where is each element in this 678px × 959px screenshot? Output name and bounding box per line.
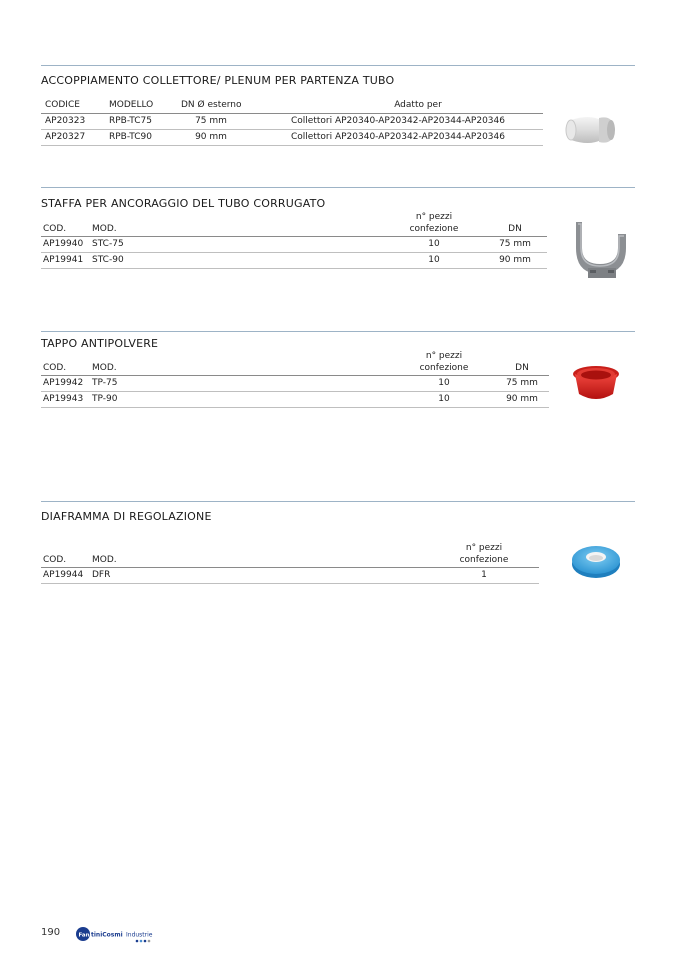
row-divider [41, 407, 549, 408]
column-header: n° pezzi [425, 351, 463, 361]
product-table [41, 350, 549, 410]
dust-cap-icon [570, 360, 622, 406]
model-cell: DFR [92, 570, 111, 580]
page-number: 190 [41, 927, 61, 938]
column-header: DN Ø esterno [181, 100, 242, 110]
section-title: ACCOPPIAMENTO COLLETTORE/ PLENUM PER PARTENZA TUBO [41, 74, 395, 87]
model-cell: STC-90 [92, 255, 124, 265]
row-divider [41, 375, 549, 376]
logo-prefix: Fan [78, 932, 90, 939]
column-header: DN [515, 363, 529, 373]
dn-cell: 90 mm [506, 394, 538, 404]
column-header: MOD. [92, 555, 117, 565]
row-divider [41, 583, 539, 584]
section-title: DIAFRAMMA DI REGOLAZIONE [41, 510, 212, 523]
code-cell: AP19941 [43, 255, 84, 265]
pieces-cell: 10 [438, 394, 450, 404]
product-table [41, 542, 539, 586]
suitable-cell: Collettori AP20340-AP20342-AP20344-AP20346 [291, 132, 505, 142]
product-table [41, 211, 547, 271]
code-cell: AP20323 [45, 116, 86, 126]
column-header: CODICE [45, 100, 80, 110]
dn-cell: 75 mm [499, 239, 531, 249]
row-divider [41, 268, 547, 269]
row-divider [41, 567, 539, 568]
code-cell: AP20327 [45, 132, 86, 142]
column-header: DN [508, 224, 522, 234]
section-title: STAFFA PER ANCORAGGIO DEL TUBO CORRUGATO [41, 197, 326, 210]
dn-cell: 90 mm [499, 255, 531, 265]
logo-name: tiniCosmi [91, 931, 123, 939]
row-divider [41, 391, 549, 392]
column-header: MOD. [92, 363, 117, 373]
row-divider [41, 236, 547, 237]
row-divider [41, 129, 543, 130]
pieces-cell: 10 [428, 239, 440, 249]
suitable-cell: Collettori AP20340-AP20342-AP20344-AP20346 [291, 116, 505, 126]
row-divider [41, 252, 547, 253]
dn-cell: 90 mm [195, 132, 227, 142]
section-divider [41, 187, 635, 188]
column-header: confezione [459, 555, 509, 565]
dn-cell: 75 mm [195, 116, 227, 126]
pieces-cell: 10 [428, 255, 440, 265]
row-divider [41, 145, 543, 146]
product-table [41, 99, 543, 149]
section-divider [41, 501, 635, 502]
code-cell: AP19942 [43, 378, 84, 388]
section-divider [41, 65, 635, 66]
model-cell: RPB-TC90 [109, 132, 152, 142]
column-header: n° pezzi [415, 212, 453, 222]
row-divider [41, 113, 543, 114]
column-header: confezione [419, 363, 469, 373]
column-header: COD. [43, 224, 67, 234]
brand-logo [76, 926, 158, 942]
column-header: COD. [43, 363, 67, 373]
code-cell: AP19940 [43, 239, 84, 249]
model-cell: STC-75 [92, 239, 124, 249]
pipe-coupling-icon [565, 110, 617, 150]
model-cell: RPB-TC75 [109, 116, 152, 126]
column-header: MODELLO [109, 100, 154, 110]
column-header: COD. [43, 555, 67, 565]
brand-logo-icon [76, 926, 158, 944]
pieces-cell: 10 [438, 378, 450, 388]
column-header: n° pezzi [465, 543, 503, 553]
section-divider [41, 331, 635, 332]
section-title: TAPPO ANTIPOLVERE [41, 337, 159, 350]
code-cell: AP19943 [43, 394, 84, 404]
column-header: confezione [409, 224, 459, 234]
diaphragm-icon [570, 540, 622, 582]
pieces-cell: 1 [481, 570, 487, 580]
model-cell: TP-75 [92, 378, 118, 388]
dn-cell: 75 mm [506, 378, 538, 388]
logo-suffix: Industrie [126, 931, 153, 939]
column-header: MOD. [92, 224, 117, 234]
column-header: Adatto per [394, 100, 442, 110]
code-cell: AP19944 [43, 570, 84, 580]
model-cell: TP-90 [92, 394, 118, 404]
bracket-icon [568, 218, 634, 282]
